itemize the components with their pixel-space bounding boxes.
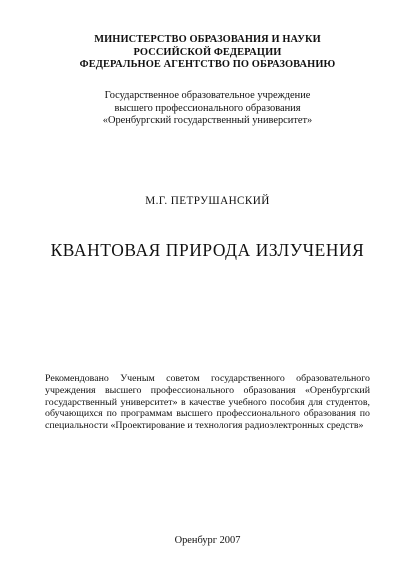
university-line: Государственное образовательное учреждение xyxy=(104,90,311,101)
recommendation-line: Рекомендовано Ученым советом государственного образовательного xyxy=(45,373,370,384)
book-title: КВАНТОВАЯ ПРИРОДА ИЗЛУЧЕНИЯ xyxy=(50,240,365,260)
recommendation-line: обучающихся по программам высшего профессионального образования по xyxy=(45,408,370,420)
recommendation-line: специальности «Проектирование и технология радиоэлектронных средств» xyxy=(45,420,364,432)
university-line: высшего профессионального образования xyxy=(114,102,301,114)
recommendation-line: государственный университет» в качестве учебного пособия для студентов, xyxy=(45,396,370,408)
university-header xyxy=(0,90,415,128)
ministry-line: МИНИСТЕРСТВО ОБРАЗОВАНИЯ И НАУКИ xyxy=(94,34,321,45)
recommendation-line: учреждения высшего профессионального образования «Оренбургский xyxy=(45,384,370,396)
ministry-line: ФЕДЕРАЛЬНОЕ АГЕНТСТВО ПО ОБРАЗОВАНИЮ xyxy=(79,59,336,71)
recommendation-text xyxy=(45,373,370,432)
author-name: М.Г. ПЕТРУШАНСКИЙ xyxy=(145,195,270,207)
ministry-header xyxy=(0,34,415,72)
ministry-line: РОССИЙСКОЙ ФЕДЕРАЦИИ xyxy=(133,46,282,58)
university-line: «Оренбургский государственный университет» xyxy=(102,115,313,127)
imprint-city-year: Оренбург 2007 xyxy=(174,535,241,546)
